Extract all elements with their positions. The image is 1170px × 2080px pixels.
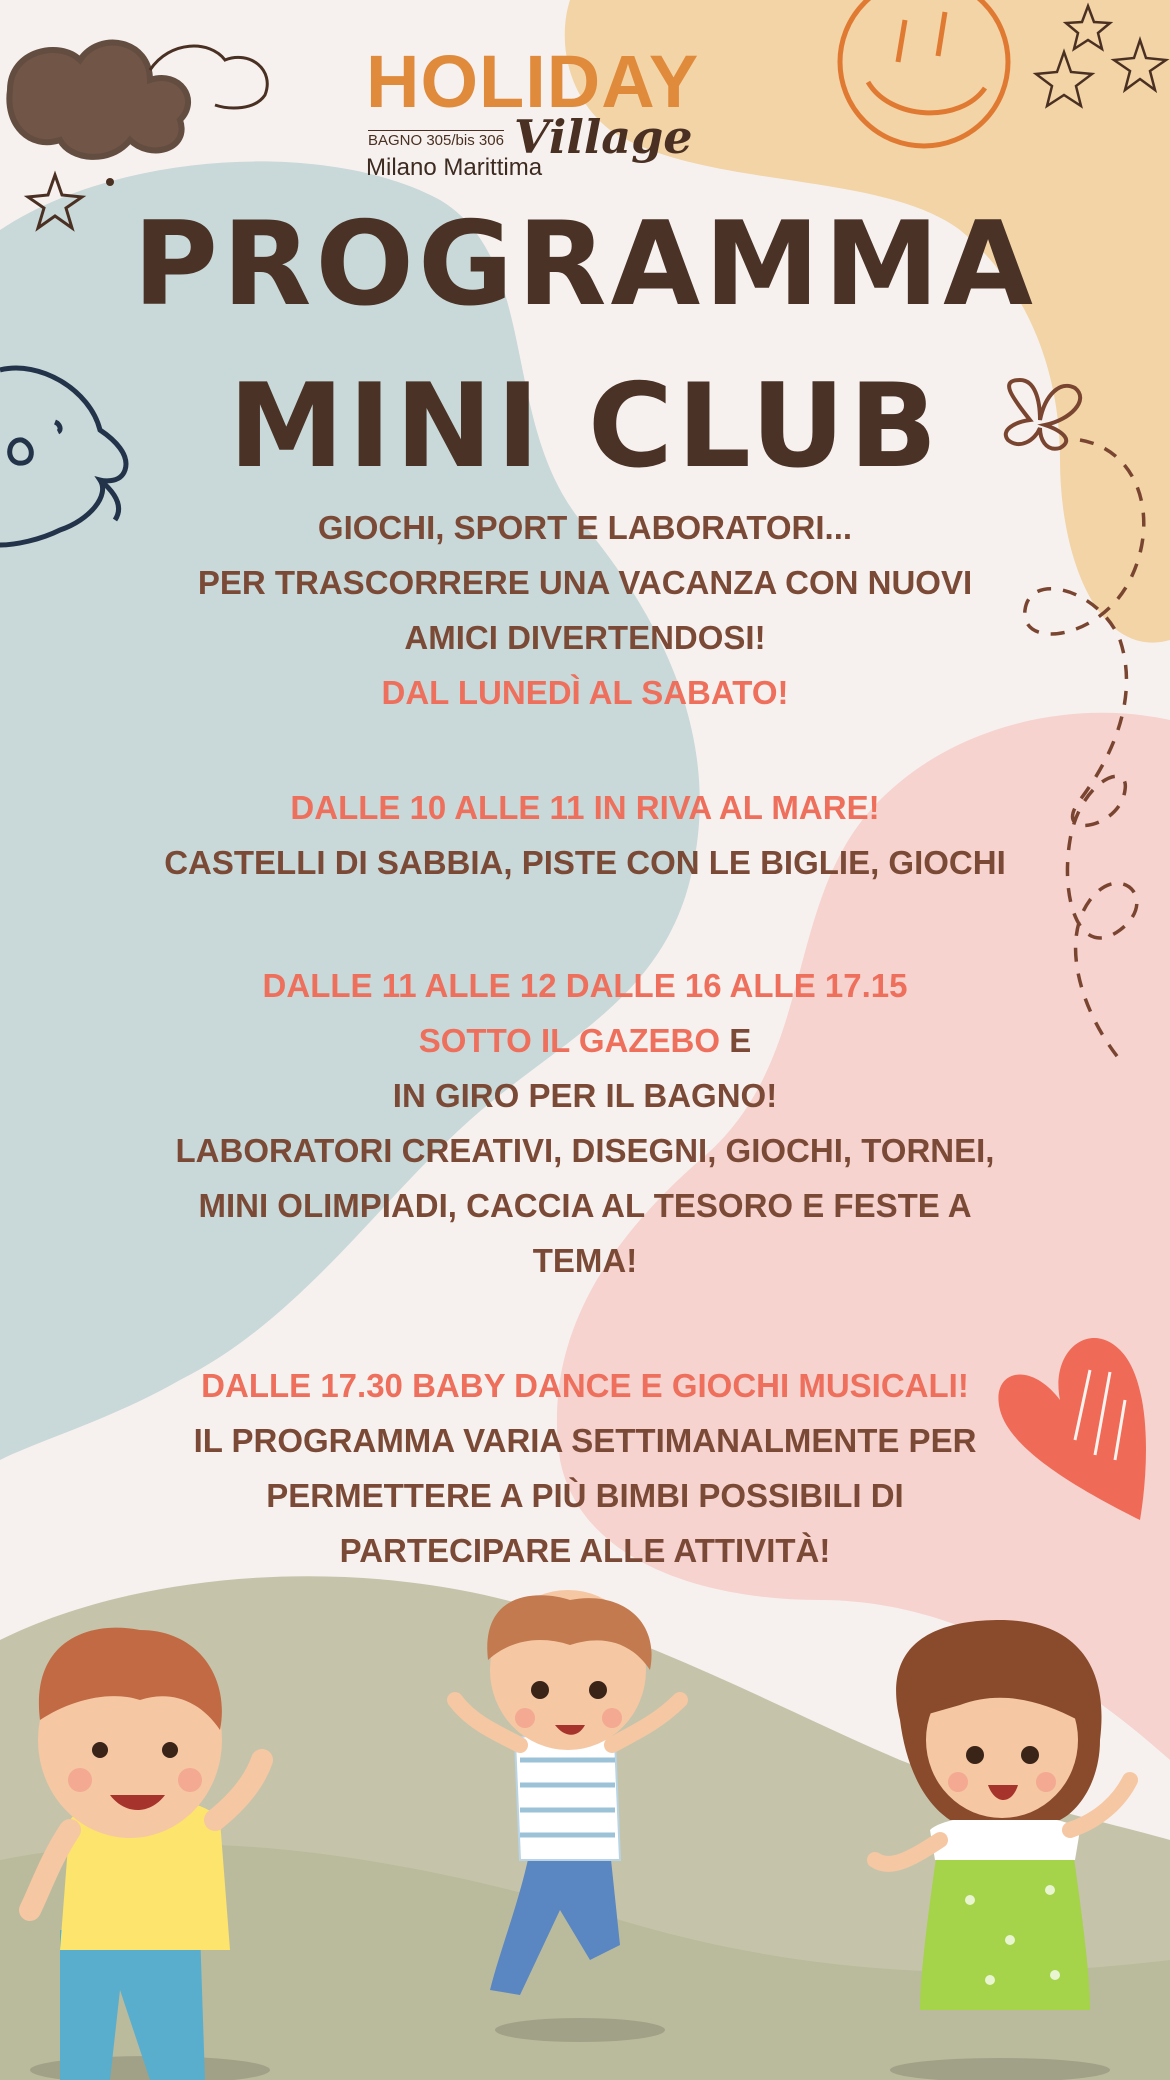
holiday-village-logo — [366, 42, 786, 192]
intro-line3: AMICI DIVERTENDOSI! — [404, 619, 766, 656]
dance-line1: IL PROGRAMMA VARIA SETTIMANALMENTE PER — [193, 1422, 977, 1459]
page-title-line2: MINI CLUB — [228, 359, 942, 494]
beach-text: CASTELLI DI SABBIA, PISTE CON LE BIGLIE, GIOCHI — [164, 844, 1006, 881]
intro-line2: PER TRASCORRERE UNA VACANZA CON NUOVI — [197, 564, 973, 601]
logo-location: Milano Marittima — [366, 154, 543, 181]
beach-block — [0, 780, 1170, 890]
gazebo-line2: IN GIRO PER IL BAGNO! — [392, 1077, 778, 1114]
gazebo-block — [0, 958, 1170, 1288]
gazebo-place-highlight: SOTTO IL GAZEBO — [418, 1022, 721, 1059]
gazebo-place-rest: E — [720, 1022, 752, 1059]
dot — [106, 178, 114, 186]
logo-sub-brand: Village — [514, 110, 693, 164]
beach-heading: DALLE 10 ALLE 11 IN RIVA AL MARE! — [290, 789, 880, 826]
intro-line1: GIOCHI, SPORT E LABORATORI... — [317, 509, 853, 546]
gazebo-heading: DALLE 11 ALLE 12 DALLE 16 ALLE 17.15 — [262, 967, 908, 1004]
intro-days: DAL LUNEDÌ AL SABATO! — [381, 674, 789, 711]
dance-block — [0, 1358, 1170, 1578]
gazebo-place — [0, 1013, 1170, 1068]
scribble-cloud-icon — [9, 43, 267, 157]
gazebo-line3: LABORATORI CREATIVI, DISEGNI, GIOCHI, TORNEI, — [175, 1132, 995, 1169]
dance-line3: PARTECIPARE ALLE ATTIVITÀ! — [339, 1532, 831, 1569]
logo-bagno: BAGNO 305/bis 306 — [368, 132, 504, 149]
gazebo-line5: TEMA! — [532, 1242, 638, 1279]
page-title-line1: PROGRAMMA — [133, 197, 1037, 332]
dance-heading: DALLE 17.30 BABY DANCE E GIOCHI MUSICALI! — [201, 1367, 969, 1404]
dance-line2: PERMETTERE A PIÙ BIMBI POSSIBILI DI — [266, 1477, 904, 1514]
gazebo-line4: MINI OLIMPIADI, CACCIA AL TESORO E FESTE A — [198, 1187, 972, 1224]
logo-brand: HOLIDAY — [366, 40, 700, 123]
intro-block — [0, 500, 1170, 720]
